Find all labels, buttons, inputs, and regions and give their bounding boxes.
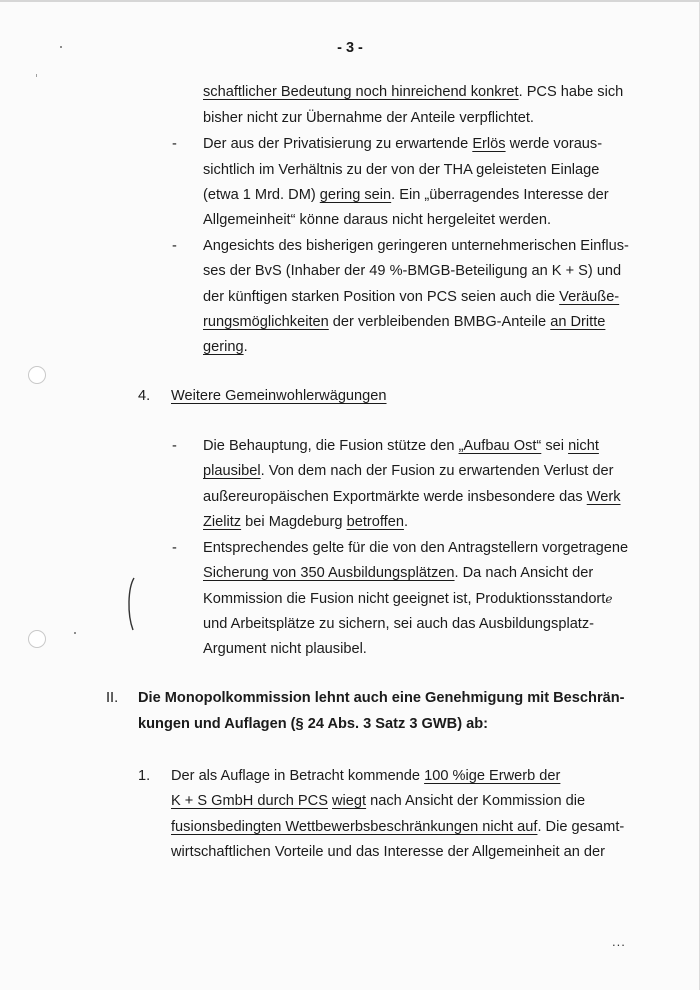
section-number: 4. (138, 388, 151, 404)
bullet-dash: - (172, 540, 177, 556)
handwritten-correction: e (605, 592, 613, 606)
underlined-text: schaftlicher Bedeutung noch hinreichend konkret (203, 84, 519, 100)
text-line: Allgemeinheit“ könne daraus nicht hergeleitet werden. (203, 212, 552, 228)
text-line: (etwa 1 Mrd. DM) gering sein. Ein „überragendes Interesse der (203, 187, 609, 203)
text-line: der künftigen starken Position von PCS seien auch die Veräuße- (203, 289, 620, 305)
text-line: Angesichts des bisherigen geringeren unternehmerischen Einflus- (203, 238, 629, 254)
bullet-dash: - (172, 136, 177, 152)
text-line: Entsprechendes gelte für die von den Antragstellern vorgetragene (203, 540, 629, 556)
bullet-dash: - (172, 438, 177, 454)
text-line: außereuropäischen Exportmärkte werde insbesondere das Werk (203, 489, 621, 505)
text-line: Kommission die Fusion nicht geeignet ist, Produktionsstandorte (203, 591, 613, 607)
section-heading: kungen und Auflagen (§ 24 Abs. 3 Satz 3 GWB) ab: (138, 716, 489, 732)
continuation-mark: ... (612, 934, 626, 949)
text-line: wirtschaftlichen Vorteile und das Interesse der Allgemeinheit an der (171, 844, 606, 860)
underlined-text: gering sein (319, 187, 392, 203)
underlined-text: an Dritte (550, 314, 606, 330)
scan-speck (60, 46, 62, 48)
text-line: Der aus der Privatisierung zu erwartende Erlös werde voraus- (203, 136, 603, 152)
text-line: rungsmöglichkeiten der verbleibenden BMBG-Anteile an Dritte (203, 314, 606, 330)
underlined-text: betroffen (346, 514, 404, 530)
text-line: K + S GmbH durch PCS wiegt nach Ansicht der Kommission die (171, 793, 586, 809)
text-line: Die Behauptung, die Fusion stütze den „Aufbau Ost“ sei nicht (203, 438, 599, 454)
underlined-text: Erlös (472, 136, 506, 152)
underlined-text: Veräuße- (559, 289, 620, 305)
scan-speck (74, 632, 76, 634)
text-line: Argument nicht plausibel. (203, 641, 367, 657)
margin-bracket-mark (122, 576, 138, 632)
underlined-text: plausibel (203, 463, 261, 479)
text-line: gering. (203, 339, 248, 355)
text-line: sichtlich im Verhältnis zu der von der THA geleisteten Einlage (203, 162, 600, 178)
underlined-text: gering (203, 339, 244, 355)
text-line: fusionsbedingten Wettbewerbsbeschränkungen nicht auf. Die gesamt- (171, 819, 625, 835)
page-number: - 3 - (337, 40, 363, 56)
text-line: Der als Auflage in Betracht kommende 100 %ige Erwerb der (171, 768, 561, 784)
text-line: bisher nicht zur Übernahme der Anteile verpflichtet. (203, 110, 534, 126)
punch-hole (28, 366, 46, 384)
section-heading: Weitere Gemeinwohlerwägungen (171, 388, 387, 404)
text-line: Zielitz bei Magdeburg betroffen. (203, 514, 408, 530)
underlined-text: rungsmöglichkeiten (203, 314, 329, 330)
underlined-text: Sicherung von 350 Ausbildungsplätzen (203, 565, 455, 581)
underlined-text: „Aufbau Ost“ (458, 438, 542, 454)
underlined-text: fusionsbedingten Wettbewerbsbeschränkungen nicht auf (171, 819, 538, 835)
text-line: plausibel. Von dem nach der Fusion zu erwartenden Verlust der (203, 463, 614, 479)
text-line: ses der BvS (Inhaber der 49 %-BMGB-Beteiligung an K + S) und (203, 263, 622, 279)
section-heading: Die Monopolkommission lehnt auch eine Genehmigung mit Beschrän- (138, 690, 625, 706)
punch-hole (28, 630, 46, 648)
text-line: Sicherung von 350 Ausbildungsplätzen. Da nach Ansicht der (203, 565, 594, 581)
underlined-text: 100 %ige Erwerb der (424, 768, 561, 784)
scan-speck (36, 74, 37, 77)
underlined-text: Zielitz (203, 514, 242, 530)
section-number: II. (106, 690, 119, 706)
text-line: und Arbeitsplätze zu sichern, sei auch das Ausbildungsplatz- (203, 616, 595, 632)
underlined-text: nicht (568, 438, 599, 454)
underlined-text: K + S GmbH durch PCS (171, 793, 328, 809)
underlined-text: wiegt (332, 793, 367, 809)
item-number: 1. (138, 768, 151, 784)
text-line: schaftlicher Bedeutung noch hinreichend konkret. PCS habe sich (203, 84, 624, 100)
bullet-dash: - (172, 238, 177, 254)
underlined-text: Werk (586, 489, 621, 505)
